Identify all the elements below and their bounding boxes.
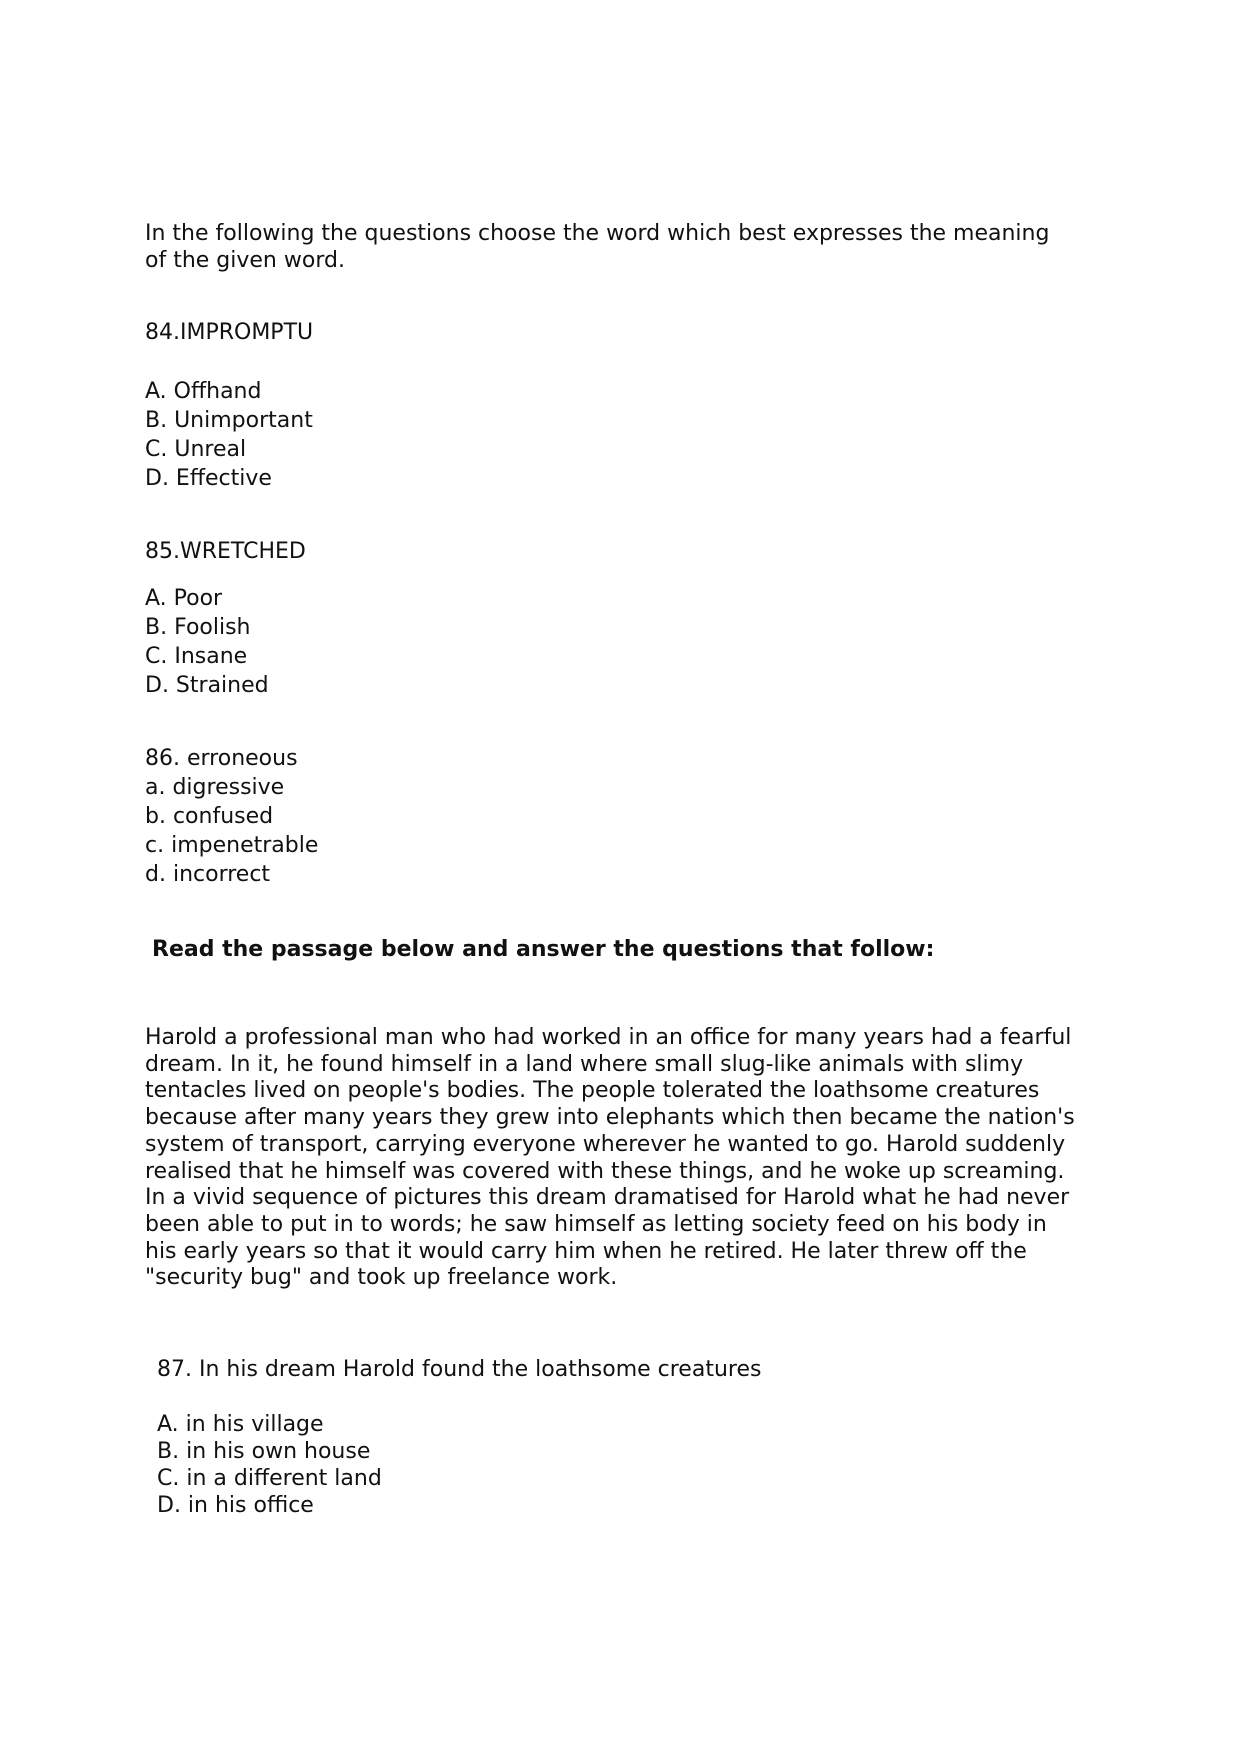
option-d: D. Effective bbox=[145, 466, 272, 491]
option-a: a. digressive bbox=[145, 775, 285, 800]
passage-heading: Read the passage below and answer the questions that follow: bbox=[152, 937, 935, 962]
question-prompt: 87. In his dream Harold found the loathsome creatures bbox=[157, 1357, 762, 1382]
question-87-options bbox=[157, 1411, 382, 1519]
question-87 bbox=[157, 1357, 761, 1383]
option-c: c. impenetrable bbox=[145, 833, 319, 858]
option-b: B. in his own house bbox=[157, 1439, 371, 1464]
question-85-options bbox=[145, 584, 269, 700]
passage-line: been able to put in to words; he saw himself as letting society feed on his body in bbox=[145, 1211, 1047, 1237]
question-85 bbox=[145, 539, 306, 565]
option-d: D. Strained bbox=[145, 673, 269, 698]
option-d: d. incorrect bbox=[145, 862, 271, 887]
passage-line: realised that he himself was covered with these things, and he woke up screaming. bbox=[145, 1158, 1065, 1184]
option-a: A. in his village bbox=[157, 1412, 324, 1437]
question-prompt: 84.IMPROMPTU bbox=[145, 320, 314, 345]
passage-line: Harold a professional man who had worked in an office for many years had a fearful bbox=[145, 1025, 1072, 1050]
option-a: A. Offhand bbox=[145, 379, 262, 404]
instructions-line: of the given word. bbox=[145, 248, 345, 273]
question-prompt: 85.WRETCHED bbox=[145, 539, 306, 564]
reading-passage bbox=[145, 1025, 1125, 1292]
option-d: D. in his office bbox=[157, 1493, 314, 1518]
instructions bbox=[145, 220, 1125, 274]
option-c: C. Unreal bbox=[145, 437, 247, 462]
passage-line: In a vivid sequence of pictures this dream dramatised for Harold what he had never bbox=[145, 1185, 1070, 1211]
passage-line: system of transport, carrying everyone wherever he wanted to go. Harold suddenly bbox=[145, 1131, 1066, 1157]
option-b: B. Unimportant bbox=[145, 408, 313, 433]
question-84 bbox=[145, 320, 313, 346]
option-a: A. Poor bbox=[145, 586, 223, 611]
passage-line: dream. In it, he found himself in a land where small slug-like animals with slimy bbox=[145, 1051, 1024, 1077]
passage-line: because after many years they grew into elephants which then became the nation's bbox=[145, 1105, 1075, 1131]
option-c: C. Insane bbox=[145, 644, 248, 669]
question-prompt: 86. erroneous bbox=[145, 746, 298, 771]
question-84-options bbox=[145, 377, 313, 493]
passage-line: "security bug" and took up freelance work. bbox=[145, 1265, 618, 1291]
option-c: C. in a different land bbox=[157, 1466, 382, 1491]
option-b: B. Foolish bbox=[145, 615, 251, 640]
passage-line: tentacles lived on people's bodies. The people tolerated the loathsome creatures bbox=[145, 1078, 1040, 1104]
instructions-line: In the following the questions choose the word which best expresses the meaning bbox=[145, 221, 1050, 246]
question-86 bbox=[145, 744, 318, 889]
passage-line: his early years so that it would carry him when he retired. He later threw off the bbox=[145, 1238, 1027, 1264]
option-b: b. confused bbox=[145, 804, 274, 829]
